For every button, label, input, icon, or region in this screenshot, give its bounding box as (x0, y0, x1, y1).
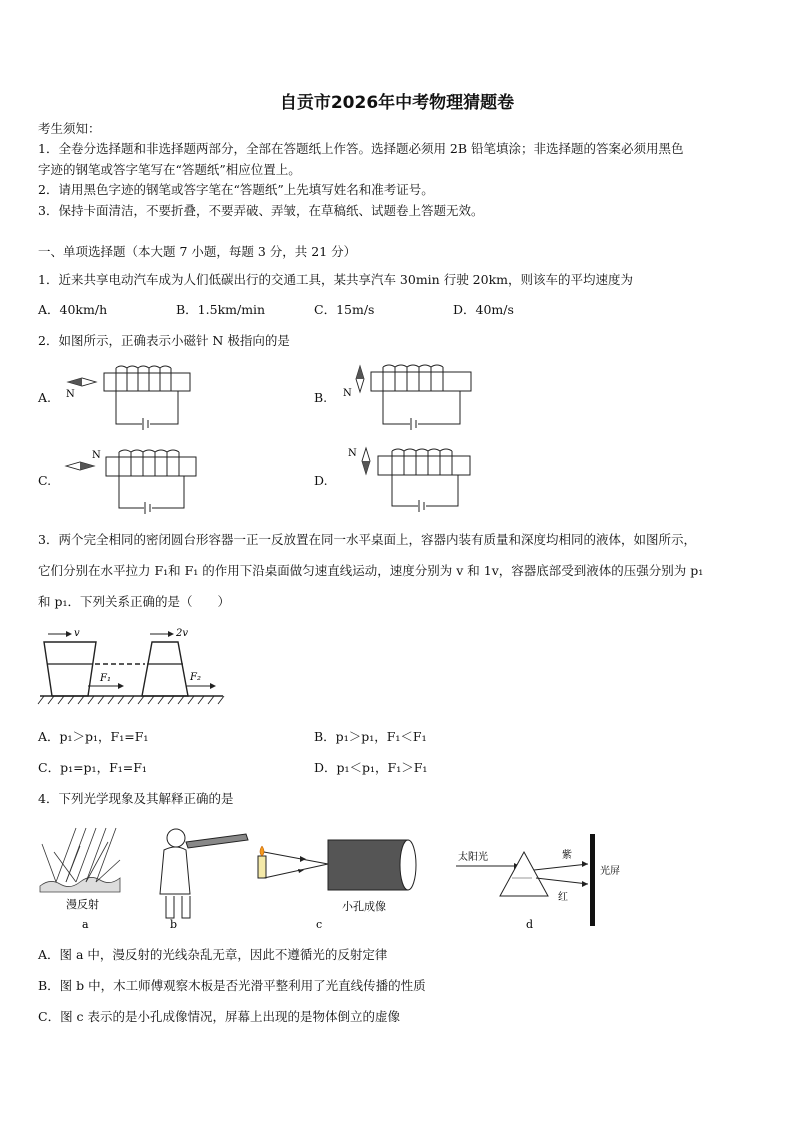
q2-d-n-label: N (348, 448, 357, 459)
q3-f1-label: F₁ (100, 673, 111, 684)
q3-f2-label: F₂ (190, 672, 201, 683)
page-title: 自贡市2026年中考物理猜题卷 (279, 93, 515, 113)
q3-option-b: B．p₁＞p₁，F₁＜F₁ (314, 729, 427, 744)
q2-label-b: B. (314, 390, 328, 405)
notice-heading: 考生须知： (38, 121, 101, 136)
q1-option-b: B．1.5km/min (176, 302, 266, 317)
q2-label-a: A. (38, 390, 52, 405)
q4-screen-label: 光屏 (600, 866, 620, 877)
q4-stem: 4．下列光学现象及其解释正确的是 (38, 791, 234, 806)
q1-option-a: A．40km/h (38, 302, 108, 317)
notice-line-2: 字迹的钢笔或答字笔写在“答题纸”相应位置上。 (38, 162, 301, 177)
notice-line-1: 1．全卷分选择题和非选择题两部分，全部在答题纸上作答。选择题必须用 2B 铅笔填涂；非选择题的答案必须用黑色 (38, 141, 684, 156)
q4-option-a: A．图 a 中，漫反射的光线杂乱无章，因此不遵循光的反射定律 (38, 947, 388, 962)
q3-2v-label: 2v (176, 628, 189, 639)
q4-label-a: a (82, 918, 89, 931)
q2-label-d: D. (314, 473, 328, 488)
section-heading: 一、单项选择题（本大题 7 小题，每题 3 分，共 21 分） (38, 244, 357, 259)
q4-label-b: b (170, 918, 178, 931)
notice-line-3: 2．请用黑色字迹的钢笔或答字笔在“答题纸”上先填写姓名和准考证号。 (38, 182, 434, 197)
q4-pinhole-label: 小孔成像 (342, 900, 386, 913)
q3-stem-line-1: 3．两个完全相同的密闭圆台形容器一正一反放置在同一水平桌面上，容器内装有质量和深度均相同的液体，如图所示， (38, 532, 696, 547)
q3-option-d: D．p₁＜p₁，F₁＞F₁ (314, 760, 428, 775)
q4-figure-a-diffuse-reflection (40, 828, 120, 931)
q3-figure (40, 624, 225, 712)
q2-figure-d (346, 444, 486, 516)
q2-figure-c (64, 446, 204, 516)
q2-c-n-label: N (92, 450, 101, 461)
q3-stem-line-2: 它们分别在水平拉力 F₁和 F₁ 的作用下沿桌面做匀速直线运动，速度分别为 v 和 1v，容器底部受到液体的压强分别为 p₁ (38, 563, 704, 578)
q2-b-n-label: N (343, 388, 352, 399)
q4-sunlight-label: 太阳光 (458, 852, 488, 863)
q2-figure-b (340, 366, 480, 432)
q2-label-c: C. (38, 473, 52, 488)
q1-option-d: D．40m/s (453, 302, 514, 317)
q4-figure-d-prism (456, 834, 620, 931)
q4-diffuse-label: 漫反射 (66, 898, 99, 911)
q3-v-label: v (74, 628, 80, 639)
q3-stem-line-3: 和 p₁．下列关系正确的是（ ） (38, 594, 230, 609)
notice-line-4: 3．保持卡面清洁，不要折叠，不要弄破、弄皱，在草稿纸、试题卷上答题无效。 (38, 203, 484, 218)
q2-figure-a (60, 368, 200, 430)
q4-option-b: B．图 b 中，木工师傅观察木板是否光滑平整利用了光直线传播的性质 (38, 978, 426, 993)
q3-option-c: C．p₁=p₁，F₁=F₁ (38, 760, 147, 775)
q4-figure-c-pinhole (258, 840, 416, 931)
q2-stem: 2．如图所示，正确表示小磁针 N 极指向的是 (38, 333, 290, 348)
q4-figure (36, 816, 626, 936)
q2-a-n-label: N (66, 389, 75, 400)
q4-red-label: 红 (558, 892, 568, 903)
q1-stem: 1．近来共享电动汽车成为人们低碳出行的交通工具，某共享汽车 30min 行驶 20km，则该车的平均速度为 (38, 272, 634, 287)
q4-label-d: d (526, 918, 534, 931)
q3-option-a: A．p₁＞p₁，F₁=F₁ (38, 729, 149, 744)
q4-option-c: C．图 c 表示的是小孔成像情况，屏幕上出现的是物体倒立的虚像 (38, 1009, 401, 1024)
q4-figure-b-carpenter (160, 829, 248, 931)
q4-violet-label: 紫 (562, 850, 572, 861)
q1-option-c: C．15m/s (314, 302, 375, 317)
q4-label-c: c (316, 918, 323, 931)
